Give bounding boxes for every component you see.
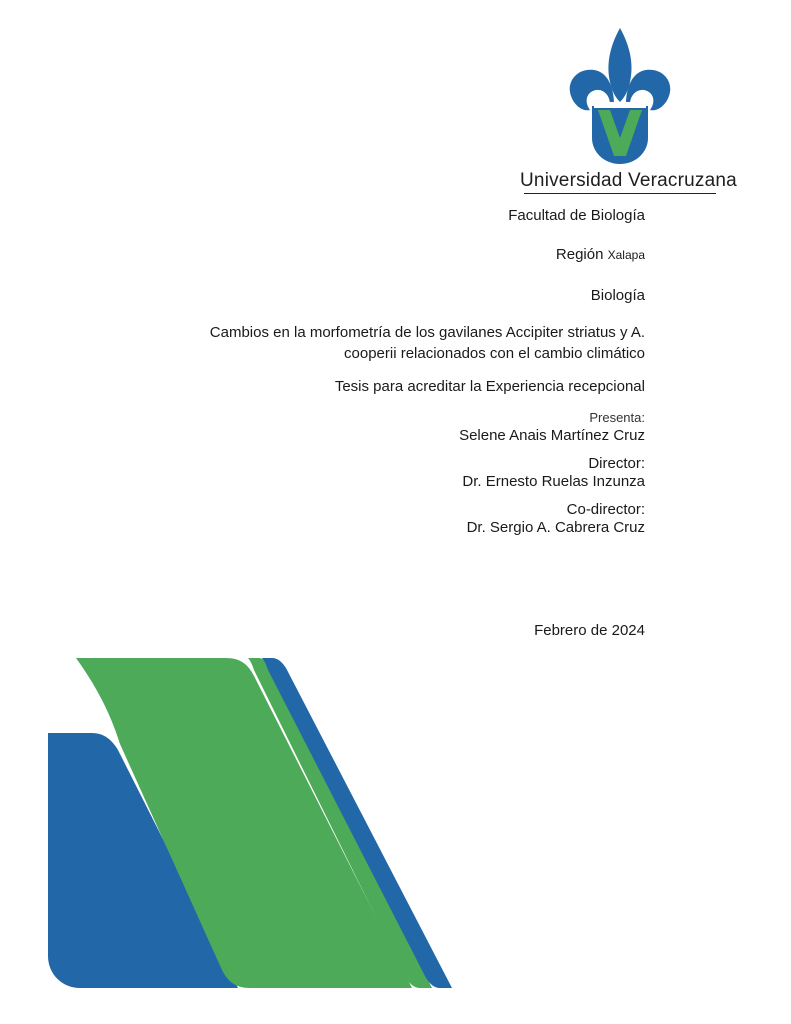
program-name: Biología xyxy=(590,287,645,304)
director-label: Director: xyxy=(588,455,645,472)
university-name: Universidad Veracruzana xyxy=(520,170,737,191)
submission-date: Febrero de 2024 xyxy=(534,622,645,639)
thesis-purpose: Tesis para acreditar la Experiencia recepcional xyxy=(334,378,645,395)
codirector-name: Dr. Sergio A. Cabrera Cruz xyxy=(466,519,645,536)
region-label: Región xyxy=(555,246,604,263)
thesis-title xyxy=(210,322,645,364)
university-name-underline xyxy=(524,193,716,194)
codirector-block xyxy=(467,501,645,537)
director-block xyxy=(462,455,645,491)
director-name: Dr. Ernesto Ruelas Inzunza xyxy=(462,473,645,490)
flor-de-lis-v-logo-icon xyxy=(564,26,676,166)
region-line xyxy=(556,246,645,263)
presenter-name: Selene Anais Martínez Cruz xyxy=(459,427,645,444)
presenter-block xyxy=(459,409,645,445)
presenter-label: Presenta: xyxy=(589,410,645,425)
region-city: Xalapa xyxy=(607,248,645,262)
thesis-title-line-1: Cambios en la morfometría de los gavilanes Accipiter striatus y A. xyxy=(209,324,645,341)
thesis-title-line-2: cooperii relacionados con el cambio climático xyxy=(344,345,645,362)
decorative-swoosh-graphic xyxy=(0,640,791,1024)
codirector-label: Co-director: xyxy=(566,501,645,518)
faculty-name: Facultad de Biología xyxy=(508,207,645,224)
